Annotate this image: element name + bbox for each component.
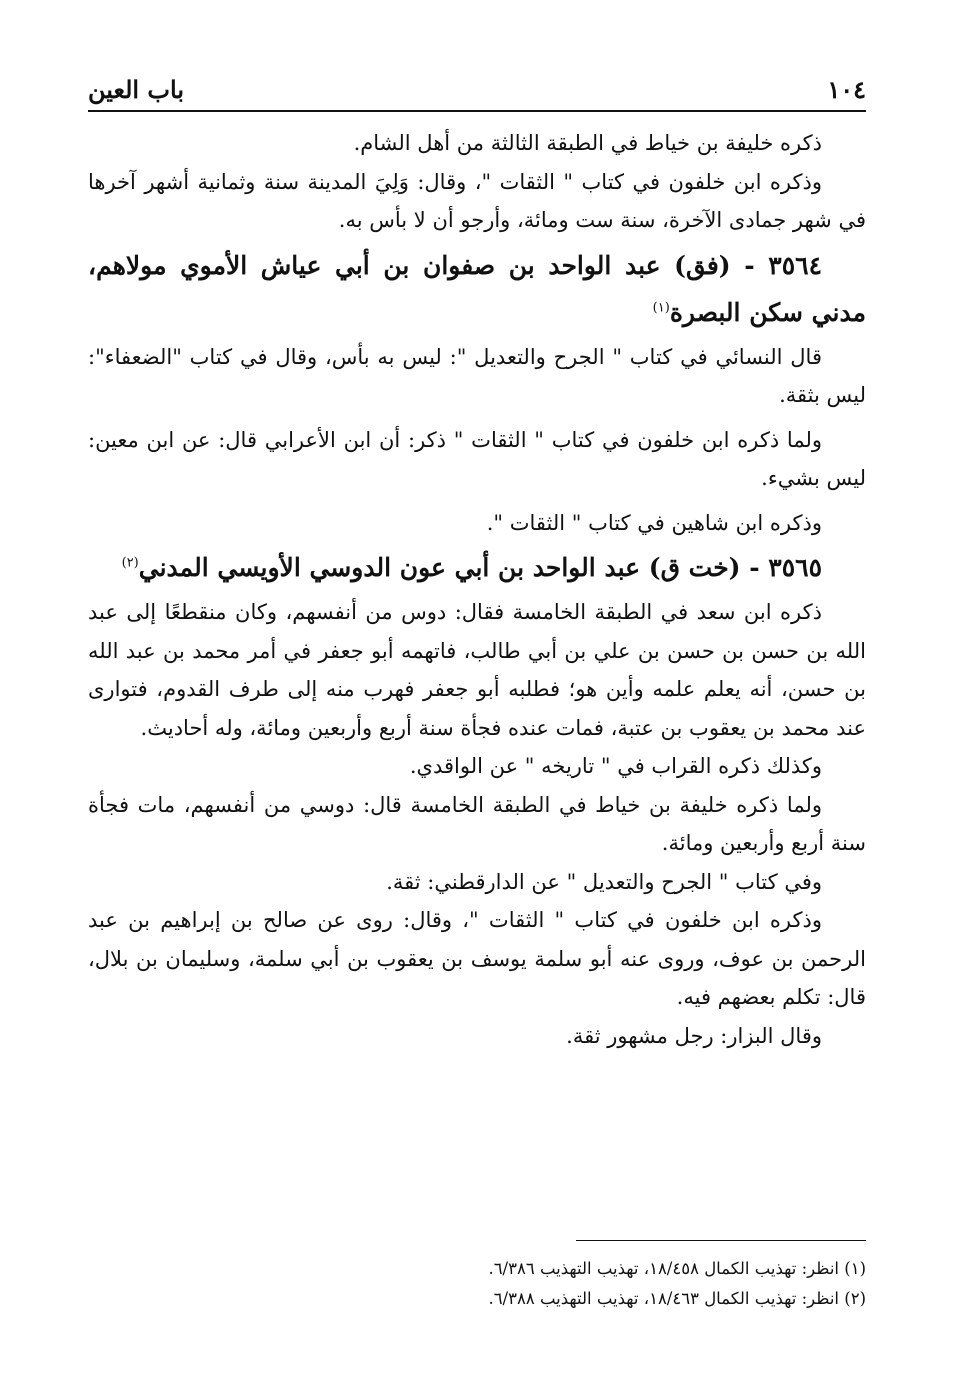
page-number: ١٠٤ (827, 75, 866, 104)
footnote: (٢) انظر: تهذيب الكمال ١٨/٤٦٣، تهذيب التهذيب ٦/٣٨٨. (488, 1289, 866, 1308)
paragraph: ولما ذكره ابن خلفون في كتاب " الثقات " ذكر: أن ابن الأعرابي قال: عن ابن معين: ليس بشيء. (88, 427, 866, 490)
paragraph: قال النسائي في كتاب " الجرح والتعديل ": ليس به بأس، وقال في كتاب "الضعفاء": ليس بثقة. (88, 344, 866, 407)
entry-heading-3564 (88, 242, 866, 336)
paragraph: وذكره ابن خلفون في كتاب " الثقات "، وقال: روى عن صالح بن إبراهيم بن عبد الرحمن بن عوف، وروى عنه أبو سلمة يوسف بن يعقوب بن أبي سلمة، وسليمان بن بلال، قال: تكلم بعضهم فيه. (88, 908, 866, 1009)
chapter-title: باب العين (88, 75, 185, 104)
page-body (88, 124, 866, 1055)
footnote-marker: (١) (652, 300, 670, 316)
paragraph: وقال البزار: رجل مشهور ثقة. (566, 1023, 822, 1048)
footnote: (١) انظر: تهذيب الكمال ١٨/٤٥٨، تهذيب التهذيب ٦/٣٨٦. (488, 1259, 866, 1278)
paragraph: وكذلك ذكره القراب في " تاريخه " عن الواقدي. (409, 754, 822, 778)
paragraph: وفي كتاب " الجرح والتعديل " عن الدارقطني: ثقة. (386, 869, 822, 894)
paragraph: ولما ذكره خليفة بن خياط في الطبقة الخامسة قال: دوسي من أنفسهم، مات فجأة سنة أربع وأربعين ومائة. (88, 792, 866, 855)
paragraph: ذكره خليفة بن خياط في الطبقة الثالثة من أهل الشام. (353, 131, 822, 155)
entry-heading-3565 (88, 544, 866, 591)
paragraph: ذكره ابن سعد في الطبقة الخامسة فقال: دوس من أنفسهم، وكان منقطعًا إلى عبد الله بن حسن بن حسن بن علي بن أبي طالب، فاتهمه أبو جعفر في أمر محمد بن عبد الله بن حسن، أنه يعلم علمه وأين هو؛ فطلبه أبو جعفر فهرب منه إلى طرف القدوم، فتوارى عند محمد بن يعقوب بن عتبة، فمات عنده فجأة سنة أربع وأربعين ومائة، وله أحاديث. (88, 600, 866, 740)
footnotes (88, 1254, 866, 1314)
entry-heading-text: ٣٥٦٤ - (فق) عبد الواحد بن صفوان بن أبي عياش الأموي مولاهم، مدني سكن البصرة (88, 250, 866, 327)
page-header (88, 70, 866, 112)
paragraph: وذكره ابن شاهين في كتاب " الثقات ". (486, 510, 822, 535)
footnote-divider (576, 1240, 866, 1241)
paragraph: وذكره ابن خلفون في كتاب " الثقات "، وقال: وَلِيَ المدينة سنة وثمانية أشهر آخرها في شهر جمادى الآخرة، سنة ست ومائة، وأرجو أن لا بأس به. (88, 169, 866, 232)
footnote-marker: (٢) (121, 555, 139, 571)
entry-heading-text: ٣٥٦٥ - (خت ق) عبد الواحد بن أبي عون الدوسي الأويسي المدني (138, 553, 822, 582)
